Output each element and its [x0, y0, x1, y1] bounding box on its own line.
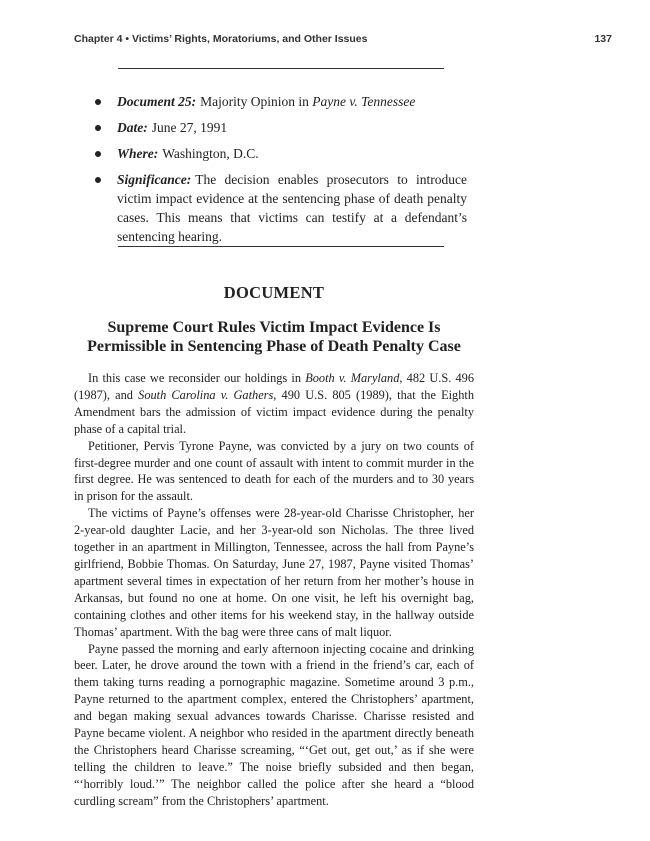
where-info-item — [95, 144, 467, 163]
date-info-item — [95, 118, 467, 137]
case-citation-booth: Booth v. Maryland — [305, 371, 400, 385]
document-heading: DOCUMENT — [223, 283, 325, 302]
bullet-icon — [95, 99, 101, 105]
significance-text: The decision enables prosecutors to introduce victim impact evidence at the sentencing phase of death penalty cases. This means that victims can testify at a defendant’s sentencing hearing. — [117, 172, 467, 244]
significance-label: Significance: — [117, 172, 192, 187]
paragraph-4: Payne passed the morning and early afternoon injecting cocaine and drinking beer. Later, he drove around the town with a friend in the friend’s car, each of them taking turns reading a pornographic magazine. Sometime around 3 p.m., Payne returned to the apartment complex, entered the Christophers’ apartment, and began making sexual advances towards Charisse. Charisse resisted and Payne became violent. A neighbor who resided in the apartment directly beneath the Christophers heard Charisse screaming, “‘Get out, get out,’ as if she were telling the children to leave.” The noise briefly subsided and then began, “‘horribly loud.’” The neighbor called the police after she heard a “blood curdling scream” from the Christophers’ apartment. — [74, 641, 474, 808]
paragraph-1-text-c: , 490 U.S. 805 (1989), that the Eighth Amendment bars the admission of victim impact evidence during the penalty phase of a capital trial. — [74, 387, 474, 436]
date-label: Date: — [117, 120, 148, 135]
bullet-icon — [95, 125, 101, 131]
bullet-icon — [95, 177, 101, 183]
case-name: Payne v. Tennessee — [312, 94, 416, 109]
paragraph-1-text-a: In this case we reconsider our holdings in — [88, 371, 306, 385]
where-label: Where: — [117, 146, 159, 161]
running-head — [74, 33, 612, 45]
paragraph-2: Petitioner, Pervis Tyrone Payne, was convicted by a jury on two counts of first-degree murder and one count of assault with intent to commit murder in the first degree. He was sentenced to death for each of the murders and to 30 years in prison for the assault. — [74, 438, 474, 504]
paragraph-3: The victims of Payne’s offenses were 28-year-old Charisse Christopher, her 2-year-old daughter Lacie, and her 3-year-old son Nicholas. The three lived together in an apartment in Millington, Tennessee, across the hall from Payne’s girlfriend, Bobbie Thomas. On Saturday, June 27, 1987, Payne visited Thomas’ apartment several times in expectation of her return from her mother’s house in Arkansas, but found no one at home. On one visit, he left his overnight bag, containing clothes and other items for his weekend stay, in the hallway outside Thomas’ apartment. With the bag were three cans of malt liquor. — [74, 506, 474, 639]
document-body — [74, 370, 474, 810]
bullet-icon — [95, 151, 101, 157]
paragraph-1-text-b: , 482 U.S. 496 (1987), and — [74, 371, 475, 402]
document-info-item — [95, 92, 467, 111]
significance-info-item — [95, 170, 467, 246]
page-number: 137 — [594, 33, 612, 45]
paragraph-1 — [74, 370, 474, 438]
document-label: Document 25: — [117, 94, 197, 109]
document-text: Majority Opinion in — [200, 94, 313, 109]
top-divider — [118, 68, 444, 69]
chapter-title: Chapter 4 • Victims’ Rights, Moratoriums, and Other Issues — [74, 33, 368, 45]
document-title — [74, 318, 474, 356]
bottom-divider — [118, 246, 444, 247]
document-title-line-1: Supreme Court Rules Victim Impact Evidence Is — [107, 319, 441, 336]
document-info-list — [95, 92, 467, 253]
case-citation-gathers: South Carolina v. Gathers — [138, 387, 274, 402]
document-title-line-2: Permissible in Sentencing Phase of Death Penalty Case — [87, 338, 461, 355]
where-value: Washington, D.C. — [162, 146, 259, 161]
date-value: June 27, 1991 — [151, 120, 228, 135]
